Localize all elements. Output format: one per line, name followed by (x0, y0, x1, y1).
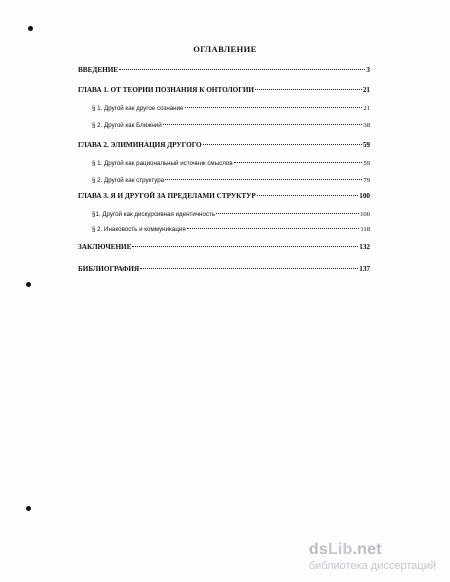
dot-leader (119, 69, 365, 70)
toc-entry-label: ГЛАВА 3. Я И ДРУГОЙ ЗА ПРЕДЕЛАМИ СТРУКТУР (78, 192, 256, 200)
toc-title: ОГЛАВЛЕНИЕ (193, 44, 257, 54)
toc-entry-page: 38 (363, 122, 370, 129)
toc-entry-bibliography[interactable] (78, 265, 370, 273)
toc-entry-ch3-sec1[interactable] (92, 211, 370, 218)
toc-entry-page: 3 (366, 66, 370, 74)
dot-leader (203, 144, 362, 145)
dot-leader (255, 89, 362, 90)
toc-entry-chapter-2[interactable] (78, 141, 370, 149)
dot-leader (257, 195, 358, 196)
dot-leader (234, 162, 363, 163)
toc-entry-ch3-sec2[interactable] (92, 226, 370, 233)
dot-leader (187, 228, 360, 229)
toc-entry-page: 79 (363, 177, 370, 184)
logo-lib: Lib (327, 541, 353, 558)
punch-hole-mark (26, 506, 31, 511)
toc-entry-introduction[interactable] (78, 66, 370, 74)
toc-entry-label: ЗАКЛЮЧЕНИЕ (78, 243, 132, 251)
toc-entry-label: БИБЛИОГРАФИЯ (78, 265, 140, 273)
toc-entry-label: ВВЕДЕНИЕ (78, 66, 119, 74)
toc-entry-ch2-sec1[interactable] (92, 160, 370, 167)
toc-entry-label: §1. Другой как дискурсивная идентичность (92, 211, 216, 218)
toc-entry-ch1-sec1[interactable] (92, 105, 370, 112)
toc-entry-label: ГЛАВА 1. ОТ ТЕОРИИ ПОЗНАНИЯ К ОНТОЛОГИИ (78, 86, 255, 94)
toc-entry-chapter-1[interactable] (78, 86, 370, 94)
toc-entry-page: 132 (359, 243, 370, 251)
toc-entry-label: § 2. Другой как структура (92, 177, 165, 184)
toc-entry-page: 59 (362, 141, 370, 149)
toc-entry-page: 137 (359, 265, 370, 273)
dot-leader (165, 179, 362, 180)
punch-hole-mark (28, 26, 33, 31)
dot-leader (163, 124, 363, 125)
dot-leader (185, 107, 363, 108)
toc-entry-label: § 2. Инаковость и коммуникация (92, 226, 186, 233)
dot-leader (216, 213, 359, 214)
dslib-watermark (309, 542, 436, 572)
toc-entry-page: 118 (360, 226, 370, 233)
toc-entry-page: 21 (362, 86, 370, 94)
logo-ds: ds (308, 541, 328, 558)
punch-hole-mark (26, 282, 31, 287)
toc-entry-ch2-sec2[interactable] (92, 177, 370, 184)
watermark-subtitle: библиотека диссертаций (308, 560, 436, 572)
toc-entry-label: § 2. Другой как Ближний (92, 122, 162, 129)
toc-entry-label: § 1. Другой как другое сознание (92, 105, 184, 112)
toc-entry-page: 21 (363, 105, 370, 112)
toc-entry-label: ГЛАВА 2. ЭЛИМИНАЦИЯ ДРУГОГО (78, 141, 202, 149)
toc-entry-page: 100 (359, 192, 370, 200)
toc-entry-conclusion[interactable] (78, 243, 370, 251)
toc-entry-ch1-sec2[interactable] (92, 122, 370, 129)
toc-entry-page: 100 (360, 211, 370, 218)
dot-leader (140, 268, 358, 269)
toc-entry-page: 59 (363, 160, 370, 167)
dot-leader (132, 246, 358, 247)
toc-entry-label: § 1. Другой как рациональный источник смыслов (92, 160, 233, 167)
dslib-logo (309, 542, 436, 558)
logo-tld: .net (352, 541, 382, 558)
toc-entry-chapter-3[interactable] (78, 192, 370, 200)
